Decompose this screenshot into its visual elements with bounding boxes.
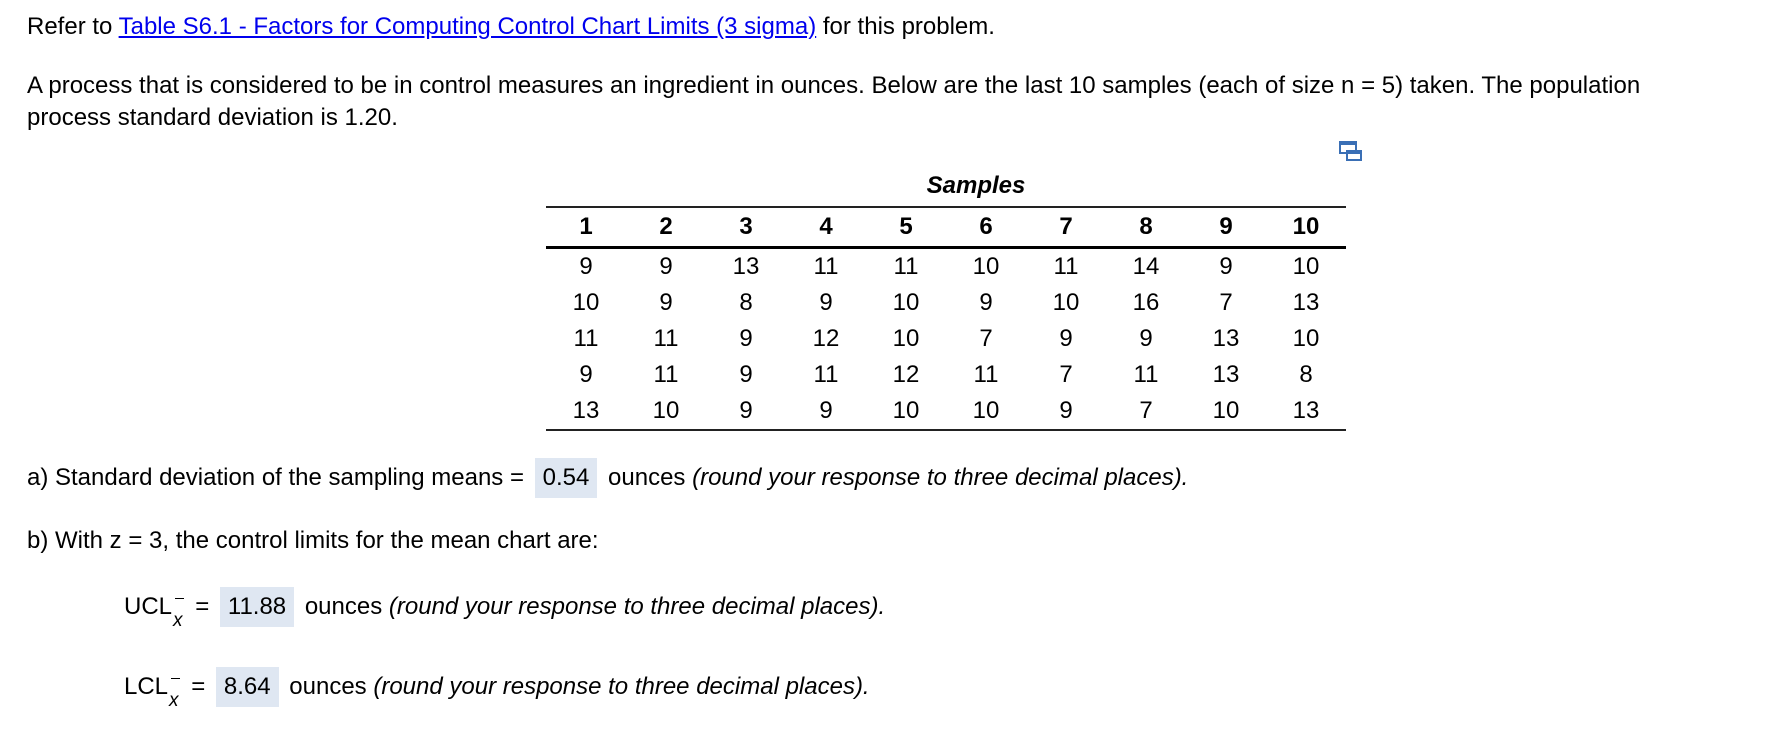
table-cell: 11 — [653, 361, 679, 388]
ucl-answer-field[interactable]: 11.88 — [220, 587, 294, 627]
table-cell: 7 — [1059, 361, 1073, 388]
header-cell: 5 — [899, 213, 913, 240]
intro-suffix: for this problem. — [816, 13, 995, 40]
table-cell: 11 — [893, 253, 919, 280]
table-cell: 13 — [732, 253, 760, 280]
table-row — [546, 248, 1346, 286]
table-cell: 9 — [659, 289, 673, 316]
table-cell: 16 — [1132, 289, 1160, 316]
table-cell: 11 — [1133, 361, 1159, 388]
part-b-label: b) With z = 3, the control limits for the mean chart are: — [27, 527, 599, 554]
samples-table — [546, 206, 1346, 431]
table-cell: 8 — [1299, 361, 1313, 388]
table-cell: 10 — [972, 397, 1000, 424]
header-cell: 3 — [739, 213, 753, 240]
std-dev-answer-field[interactable]: 0.54 — [535, 458, 598, 498]
problem-text-line1: A process that is considered to be in control measures an ingredient in ounces. Below are the last 10 samples (each of size n = 5) taken. The population — [27, 72, 1641, 99]
table-cell: 9 — [819, 397, 833, 424]
ucl-xbar-subscript — [173, 601, 183, 641]
lcl-answer-field[interactable]: 8.64 — [216, 667, 279, 707]
lcl-equals: = — [191, 673, 206, 700]
table-cell: 11 — [813, 361, 839, 388]
table-cell: 10 — [972, 253, 1000, 280]
intro-line — [27, 10, 995, 44]
table-header-row — [546, 207, 1346, 248]
part-a-unit: ounces — [608, 464, 686, 491]
table-cell: 9 — [579, 253, 593, 280]
table-row — [546, 393, 1346, 430]
lcl-unit: ounces — [289, 673, 367, 700]
table-cell: 10 — [572, 289, 600, 316]
header-cell: 4 — [819, 213, 833, 240]
header-cell: 8 — [1139, 213, 1153, 240]
table-cell: 9 — [739, 361, 753, 388]
part-a-note: (round your response to three decimal places). — [692, 464, 1189, 491]
table-cell: 13 — [572, 397, 600, 424]
lcl-note: (round your response to three decimal places). — [373, 673, 870, 700]
header-cell: 1 — [579, 213, 593, 240]
table-cell: 10 — [1052, 289, 1080, 316]
table-caption: Samples — [926, 172, 1026, 199]
popout-window-icon[interactable] — [1338, 140, 1364, 164]
table-cell: 9 — [1059, 397, 1073, 424]
table-cell: 13 — [1212, 361, 1240, 388]
table-cell: 12 — [812, 325, 840, 352]
table-cell: 7 — [1219, 289, 1233, 316]
table-cell: 9 — [739, 325, 753, 352]
table-cell: 7 — [979, 325, 993, 352]
table-cell: 10 — [892, 325, 920, 352]
table-cell: 11 — [1053, 253, 1079, 280]
table-cell: 9 — [739, 397, 753, 424]
table-cell: 9 — [1219, 253, 1233, 280]
header-cell: 2 — [659, 213, 673, 240]
intro-prefix: Refer to — [27, 13, 119, 40]
ucl-equals: = — [195, 593, 210, 620]
table-cell: 9 — [1059, 325, 1073, 352]
table-cell: 7 — [1139, 397, 1153, 424]
lcl-symbol: LCL — [124, 673, 169, 700]
samples-table-container — [546, 166, 1346, 431]
lcl-subscript-x: x — [169, 690, 179, 711]
header-cell: 10 — [1292, 213, 1320, 240]
ucl-line — [124, 587, 885, 629]
part-a-label: a) Standard deviation of the sampling means = — [27, 464, 524, 491]
table-cell: 9 — [1139, 325, 1153, 352]
table-reference-link[interactable]: Table S6.1 - Factors for Computing Control Chart Limits (3 sigma) — [118, 13, 817, 40]
problem-text-line2: process standard deviation is 1.20. — [27, 104, 398, 131]
table-cell: 13 — [1212, 325, 1240, 352]
table-cell: 10 — [1212, 397, 1240, 424]
table-row — [546, 285, 1346, 321]
ucl-unit: ounces — [304, 593, 383, 620]
lcl-xbar-subscript — [169, 681, 179, 721]
table-cell: 10 — [892, 397, 920, 424]
ucl-subscript-x: x — [173, 610, 183, 631]
header-cell: 9 — [1219, 213, 1233, 240]
table-cell: 11 — [653, 325, 679, 352]
table-cell: 13 — [1292, 289, 1320, 316]
table-cell: 14 — [1132, 253, 1160, 280]
table-cell: 11 — [573, 325, 599, 352]
table-cell: 11 — [813, 253, 839, 280]
table-cell: 9 — [819, 289, 833, 316]
table-cell: 9 — [659, 253, 673, 280]
lcl-line — [124, 667, 870, 709]
part-a-line — [27, 458, 1188, 498]
table-cell: 10 — [1292, 325, 1320, 352]
table-cell: 11 — [973, 361, 999, 388]
header-cell: 6 — [979, 213, 993, 240]
table-row — [546, 357, 1346, 393]
table-cell: 10 — [892, 289, 920, 316]
header-cell: 7 — [1059, 213, 1073, 240]
table-cell: 9 — [579, 361, 593, 388]
table-cell: 10 — [652, 397, 680, 424]
table-cell: 10 — [1292, 253, 1320, 280]
table-cell: 13 — [1292, 397, 1320, 424]
table-cell: 8 — [739, 289, 753, 316]
ucl-symbol: UCL — [124, 593, 173, 620]
table-row — [546, 321, 1346, 357]
table-cell: 12 — [892, 361, 920, 388]
table-cell: 9 — [979, 289, 993, 316]
ucl-note: (round your response to three decimal places). — [388, 593, 886, 620]
